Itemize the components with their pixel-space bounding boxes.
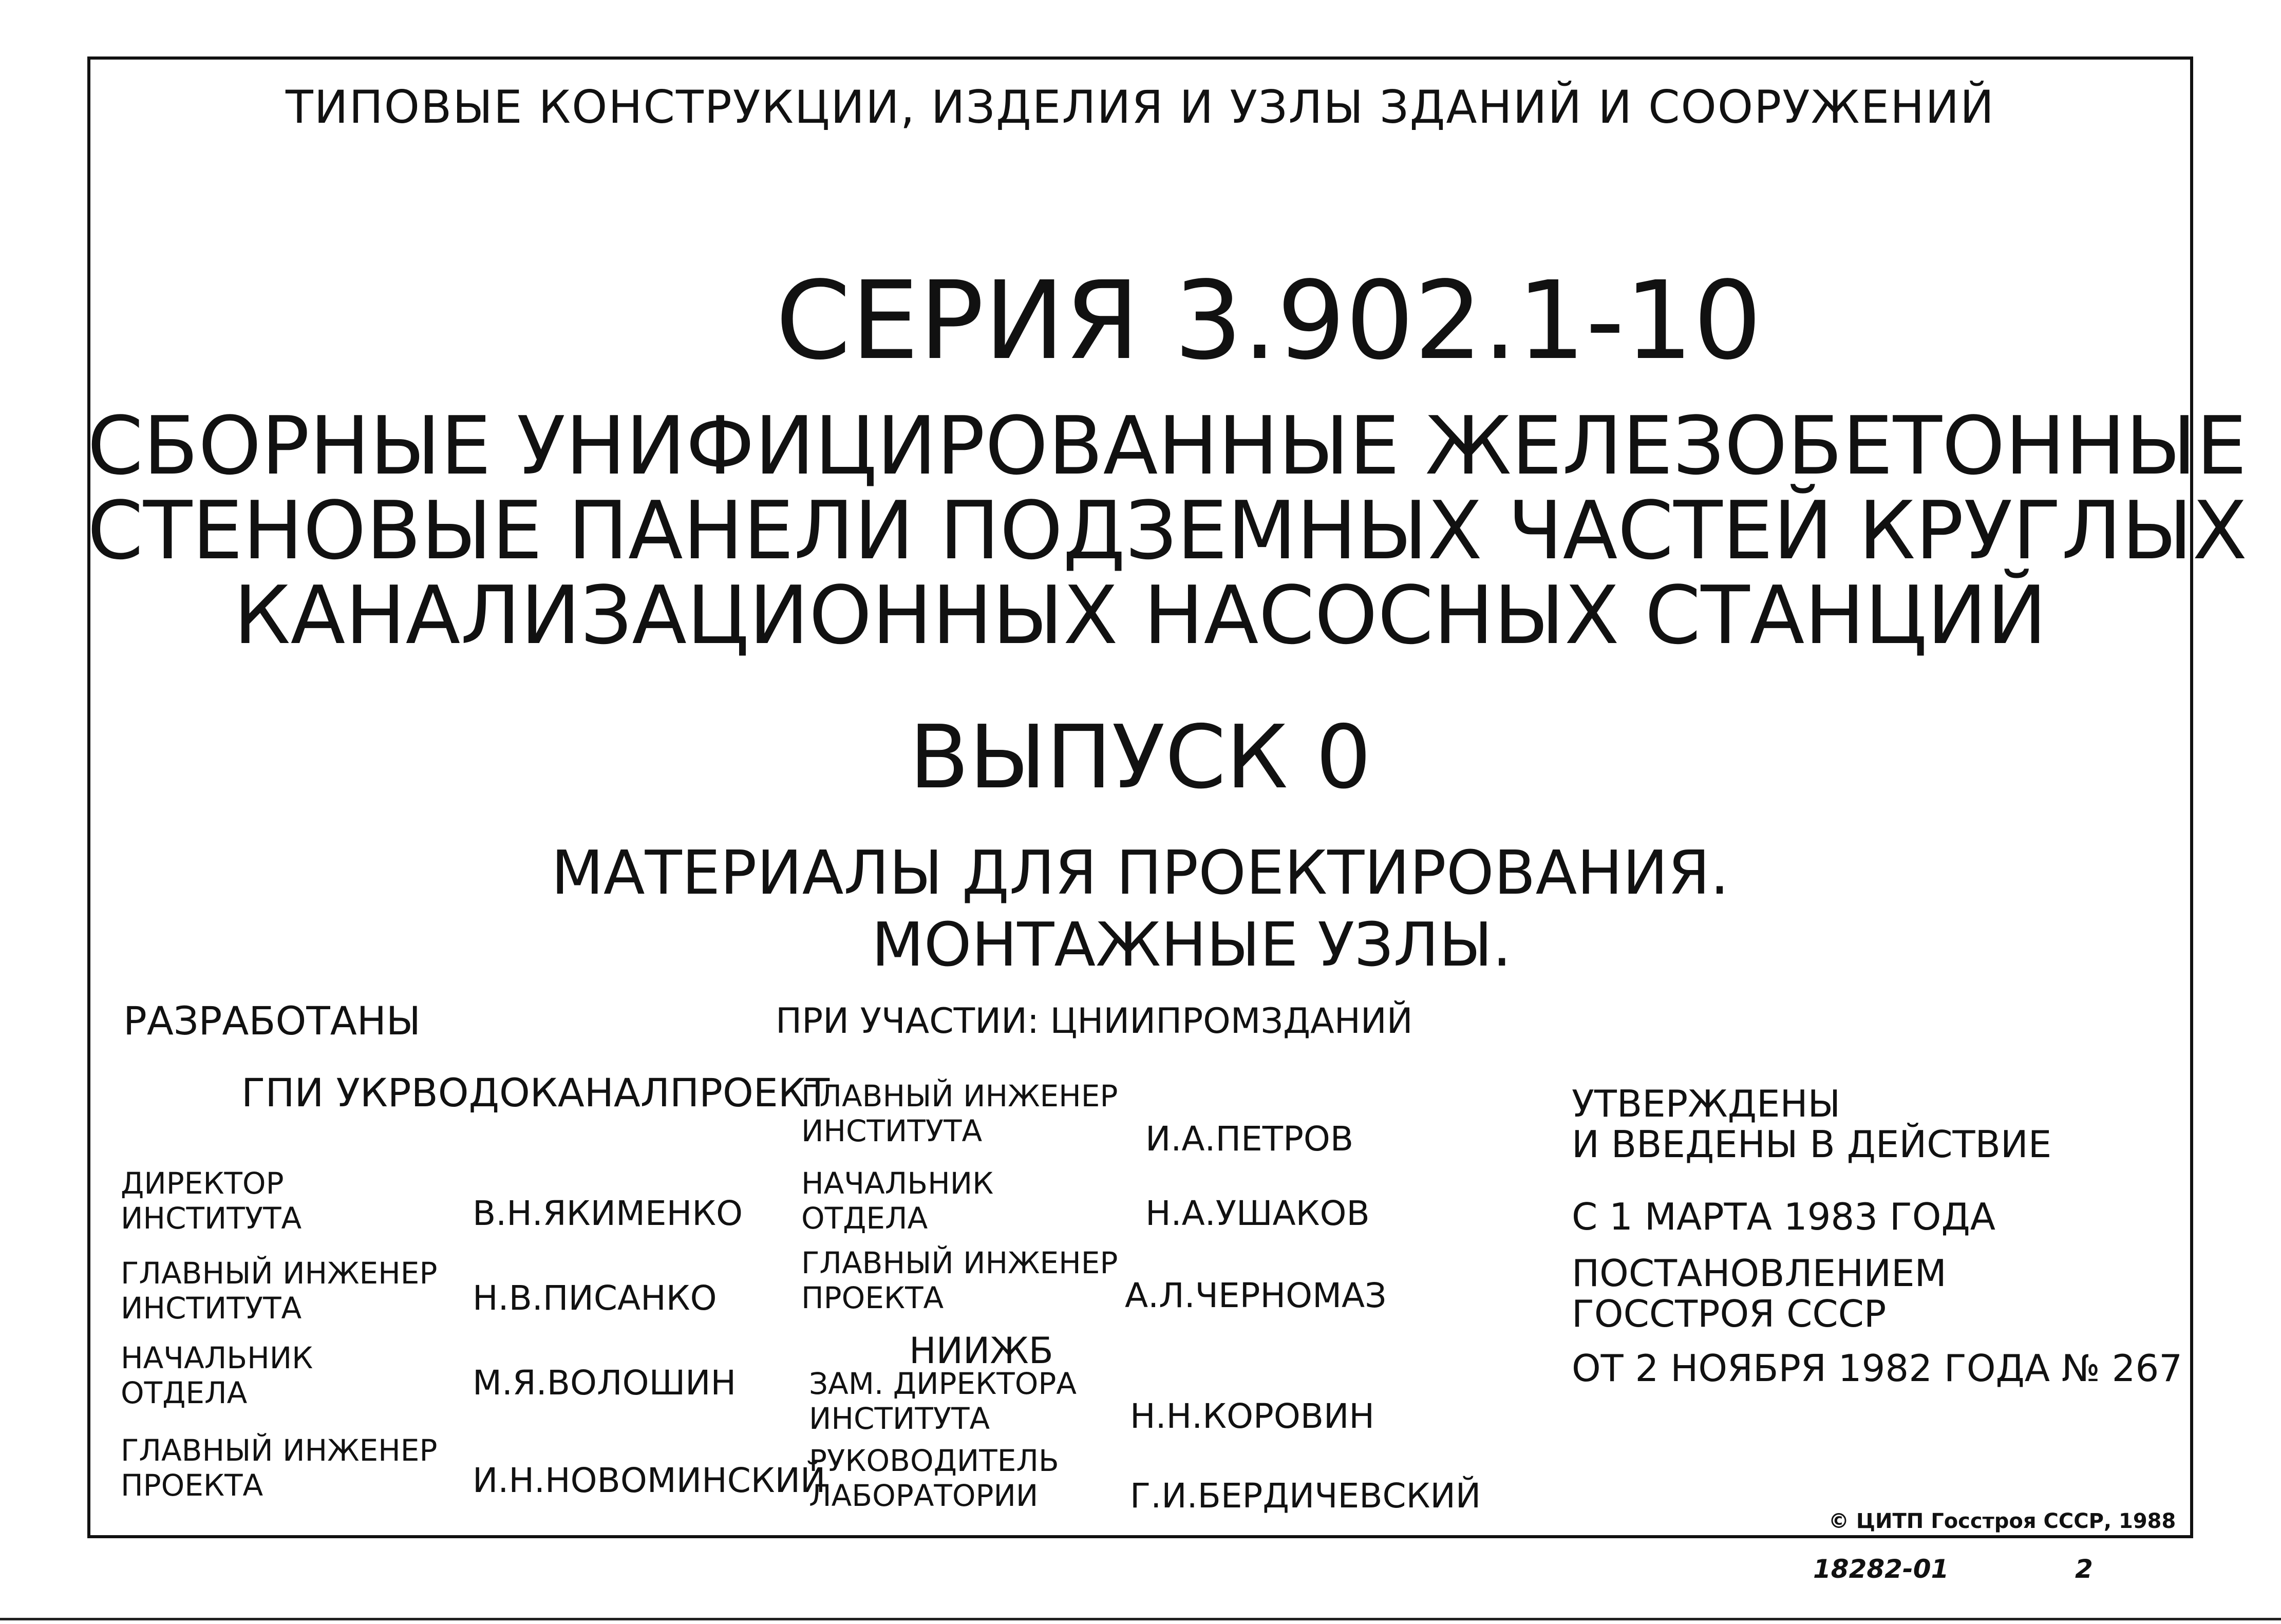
participation-name-3: А.Л.ЧЕРНОМАЗ bbox=[1125, 1276, 1387, 1315]
participation-heading: ПРИ УЧАСТИИ: ЦНИИПРОМЗДАНИЙ bbox=[776, 1001, 1413, 1042]
developed-name-2: Н.В.ПИСАНКО bbox=[473, 1278, 717, 1318]
series-title: СЕРИЯ 3.902.1-10 bbox=[775, 258, 1762, 384]
developed-position-3: НАЧАЛЬНИК ОТДЕЛА bbox=[121, 1340, 313, 1411]
footer-page-number: 2 bbox=[2075, 1554, 2093, 1584]
participation-org2: НИИЖБ bbox=[909, 1330, 1053, 1372]
participation-name-1: И.А.ПЕТРОВ bbox=[1145, 1119, 1354, 1159]
title-line-1: СБОРНЫЕ УНИФИЦИРОВАННЫЕ ЖЕЛЕЗОБЕТОННЫЕ bbox=[87, 399, 2247, 493]
participation-position-3: ГЛАВНЫЙ ИНЖЕНЕР ПРОЕКТА bbox=[801, 1245, 1118, 1316]
materials-line-1: МАТЕРИАЛЫ ДЛЯ ПРОЕКТИРОВАНИЯ. bbox=[551, 837, 1729, 908]
title-line-3: КАНАЛИЗАЦИОННЫХ НАСОСНЫХ СТАНЦИЙ bbox=[233, 569, 2047, 662]
materials-line-2: МОНТАЖНЫЕ УЗЛЫ. bbox=[871, 909, 1512, 980]
developed-name-1: В.Н.ЯКИМЕНКО bbox=[473, 1194, 743, 1233]
participation-position-2: НАЧАЛЬНИК ОТДЕЛА bbox=[801, 1166, 994, 1236]
participation-position-1: ГЛАВНЫЙ ИНЖЕНЕР ИНСТИТУТА bbox=[801, 1079, 1118, 1149]
approval-line-4: ОТ 2 НОЯБРЯ 1982 ГОДА № 267 bbox=[1572, 1347, 2183, 1390]
developed-name-4: И.Н.НОВОМИНСКИЙ bbox=[473, 1461, 826, 1500]
title-line-2: СТЕНОВЫЕ ПАНЕЛИ ПОДЗЕМНЫХ ЧАСТЕЙ КРУГЛЫХ bbox=[87, 484, 2248, 577]
developed-heading: РАЗРАБОТАНЫ bbox=[123, 998, 421, 1044]
issue-title: ВЫПУСК 0 bbox=[909, 707, 1371, 808]
approval-line-2: С 1 МАРТА 1983 ГОДА bbox=[1572, 1195, 1995, 1238]
developed-position-4: ГЛАВНЫЙ ИНЖЕНЕР ПРОЕКТА bbox=[121, 1433, 438, 1503]
participation-name-5: Г.И.БЕРДИЧЕВСКИЙ bbox=[1130, 1476, 1481, 1516]
participation-name-4: Н.Н.КОРОВИН bbox=[1130, 1396, 1375, 1436]
participation-position-4: ЗАМ. ДИРЕКТОРА ИНСТИТУТА bbox=[809, 1366, 1077, 1437]
footer-code: 18282-01 bbox=[1813, 1554, 1949, 1584]
approval-line-1: УТВЕРЖДЕНЫ И ВВЕДЕНЫ В ДЕЙСТВИЕ bbox=[1572, 1082, 2052, 1166]
developed-name-3: М.Я.ВОЛОШИН bbox=[473, 1363, 737, 1403]
copyright: © ЦИТП Госстроя СССР, 1988 bbox=[1828, 1509, 2176, 1533]
bottom-rule bbox=[0, 1618, 2281, 1620]
participation-name-2: Н.А.УШАКОВ bbox=[1145, 1194, 1370, 1233]
participation-position-5: РУКОВОДИТЕЛЬ ЛАБОРАТОРИИ bbox=[809, 1443, 1059, 1514]
developed-position-2: ГЛАВНЫЙ ИНЖЕНЕР ИНСТИТУТА bbox=[121, 1256, 438, 1326]
developed-org: ГПИ УКРВОДОКАНАЛПРОЕКТ bbox=[241, 1070, 830, 1116]
approval-line-3: ПОСТАНОВЛЕНИЕМ ГОССТРОЯ СССР bbox=[1572, 1252, 1947, 1336]
top-heading: ТИПОВЫЕ КОНСТРУКЦИИ, ИЗДЕЛИЯ И УЗЛЫ ЗДАНИЙ И СООРУЖЕНИЙ bbox=[285, 81, 1995, 134]
developed-position-1: ДИРЕКТОР ИНСТИТУТА bbox=[121, 1166, 302, 1236]
